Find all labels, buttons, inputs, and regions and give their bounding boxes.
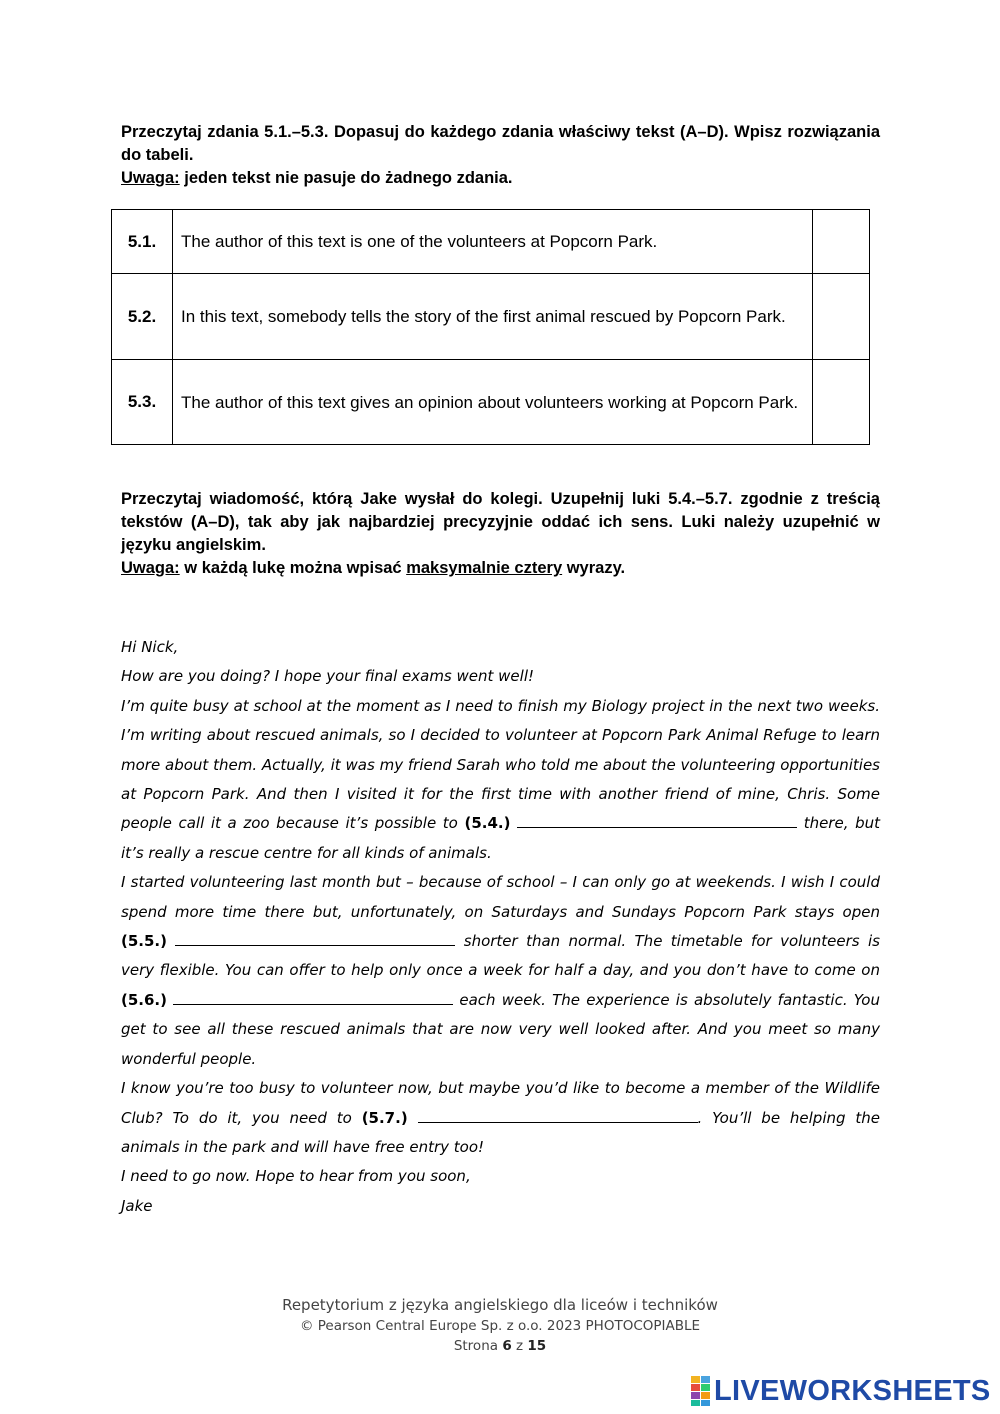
item-number: 5.3. [112, 360, 173, 445]
matching-table [111, 209, 870, 445]
letter-line: How are you doing? I hope your final exams went well! [121, 667, 535, 686]
letter-text: I’m quite busy at school at the moment as I need to finish my Biology project in the next two weeks. I’m writing about rescued animals, so I decided to volunteer at Popcorn Park Animal Refuge to learn more about them. Actually, it was my friend Sarah who told me about the volunteering opportunities at Popcorn Park. And then I visited it for the first time with another friend of mine, Chris. Some people call it a zoo because it’s possible to [121, 696, 880, 833]
letter-text: each week. The experience is absolutely fantastic. You get to see all these rescued animals that are now very well looked after. And you meet so many wonderful people. [121, 990, 880, 1068]
gap-input-5-7[interactable] [418, 1108, 698, 1123]
gap-label-5-6: (5.6.) [121, 990, 167, 1009]
page-current: 6 [502, 1338, 512, 1354]
letter-text: shorter than normal. The timetable for volunteers is very flexible. You can offer to help only once a week for half a day, and you don’t have to come on [121, 932, 880, 980]
instructions-gap-fill [121, 488, 880, 580]
table-row [112, 274, 870, 360]
brand-name: LIVEWORKSHEETS [714, 1375, 991, 1407]
page-footer [0, 1294, 1000, 1356]
instructions-matching [121, 121, 880, 190]
table-row [112, 210, 870, 274]
gap-label-5-5: (5.5.) [121, 932, 167, 951]
answer-cell-5-1[interactable] [813, 210, 870, 274]
instructions-matching-text: Przeczytaj zdania 5.1.–5.3. Dopasuj do każdego zdania właściwy tekst (A–D). Wpisz rozwiązania do tabeli. [121, 123, 880, 164]
footer-page-number [0, 1336, 1000, 1356]
liveworksheets-logo-icon [691, 1376, 711, 1406]
letter-greeting: Hi Nick, [121, 638, 179, 656]
item-number: 5.2. [112, 274, 173, 360]
note-label: Uwaga: [121, 559, 180, 577]
page-separator: z [511, 1338, 528, 1354]
footer-copyright: © Pearson Central Europe Sp. z o.o. 2023 PHOTOCOPIABLE [299, 1318, 701, 1334]
answer-cell-5-2[interactable] [813, 274, 870, 360]
page-total: 15 [527, 1338, 547, 1354]
letter-signature: Jake [121, 1196, 153, 1215]
gap-input-5-5[interactable] [175, 931, 455, 946]
letter-paragraph-3 [121, 1074, 880, 1162]
note-text: jeden tekst nie pasuje do żadnego zdania. [179, 169, 513, 187]
note-text-pre: w każdą lukę można wpisać [179, 559, 407, 577]
footer-title: Repetytorium z języka angielskiego dla liceów i techników [282, 1296, 718, 1314]
item-sentence: In this text, somebody tells the story of the first animal rescued by Popcorn Park. [173, 274, 813, 360]
gap-input-5-6[interactable] [173, 990, 453, 1005]
answer-cell-5-3[interactable] [813, 360, 870, 445]
letter-closing: I need to go now. Hope to hear from you soon, [121, 1167, 471, 1186]
table-row [112, 360, 870, 445]
note-text-post: wyrazy. [562, 559, 626, 577]
gap-label-5-4: (5.4.) [464, 814, 511, 833]
gap-input-5-4[interactable] [517, 813, 797, 828]
letter-text: I know you’re too busy to volunteer now, but maybe you’d like to become a member of the Wildlife Club? To do it, you need to [121, 1079, 880, 1127]
letter-paragraph-2 [121, 868, 880, 1074]
letter-body [121, 633, 880, 1221]
letter-text: there, but it’s really a rescue centre for all kinds of animals. [121, 814, 880, 862]
item-sentence: The author of this text gives an opinion about volunteers working at Popcorn Park. [173, 360, 813, 445]
instructions-gap-fill-text: Przeczytaj wiadomość, którą Jake wysłał do kolegi. Uzupełnij luki 5.4.–5.7. zgodnie z treścią tekstów (A–D), tak aby jak najbardziej precyzyjnie oddać ich sens. Luki należy uzupełnić w języku angielskim. [121, 490, 880, 554]
item-sentence: The author of this text is one of the volunteers at Popcorn Park. [173, 210, 813, 274]
note-label: Uwaga: [121, 169, 180, 187]
letter-text: I started volunteering last month but – because of school – I can only go at weekends. I wish I could spend more time there but, unfortunately, on Saturdays and Sundays Popcorn Park stays open [121, 873, 880, 921]
gap-label-5-7: (5.7.) [361, 1108, 408, 1127]
liveworksheets-brand[interactable] [691, 1374, 991, 1408]
page-label: Strona [453, 1338, 503, 1354]
letter-text: . You’ll be helping the animals in the park and will have free entry too! [121, 1108, 880, 1156]
note-emphasis: maksymalnie cztery [406, 559, 563, 577]
item-number: 5.1. [112, 210, 173, 274]
letter-paragraph-1 [121, 692, 880, 868]
